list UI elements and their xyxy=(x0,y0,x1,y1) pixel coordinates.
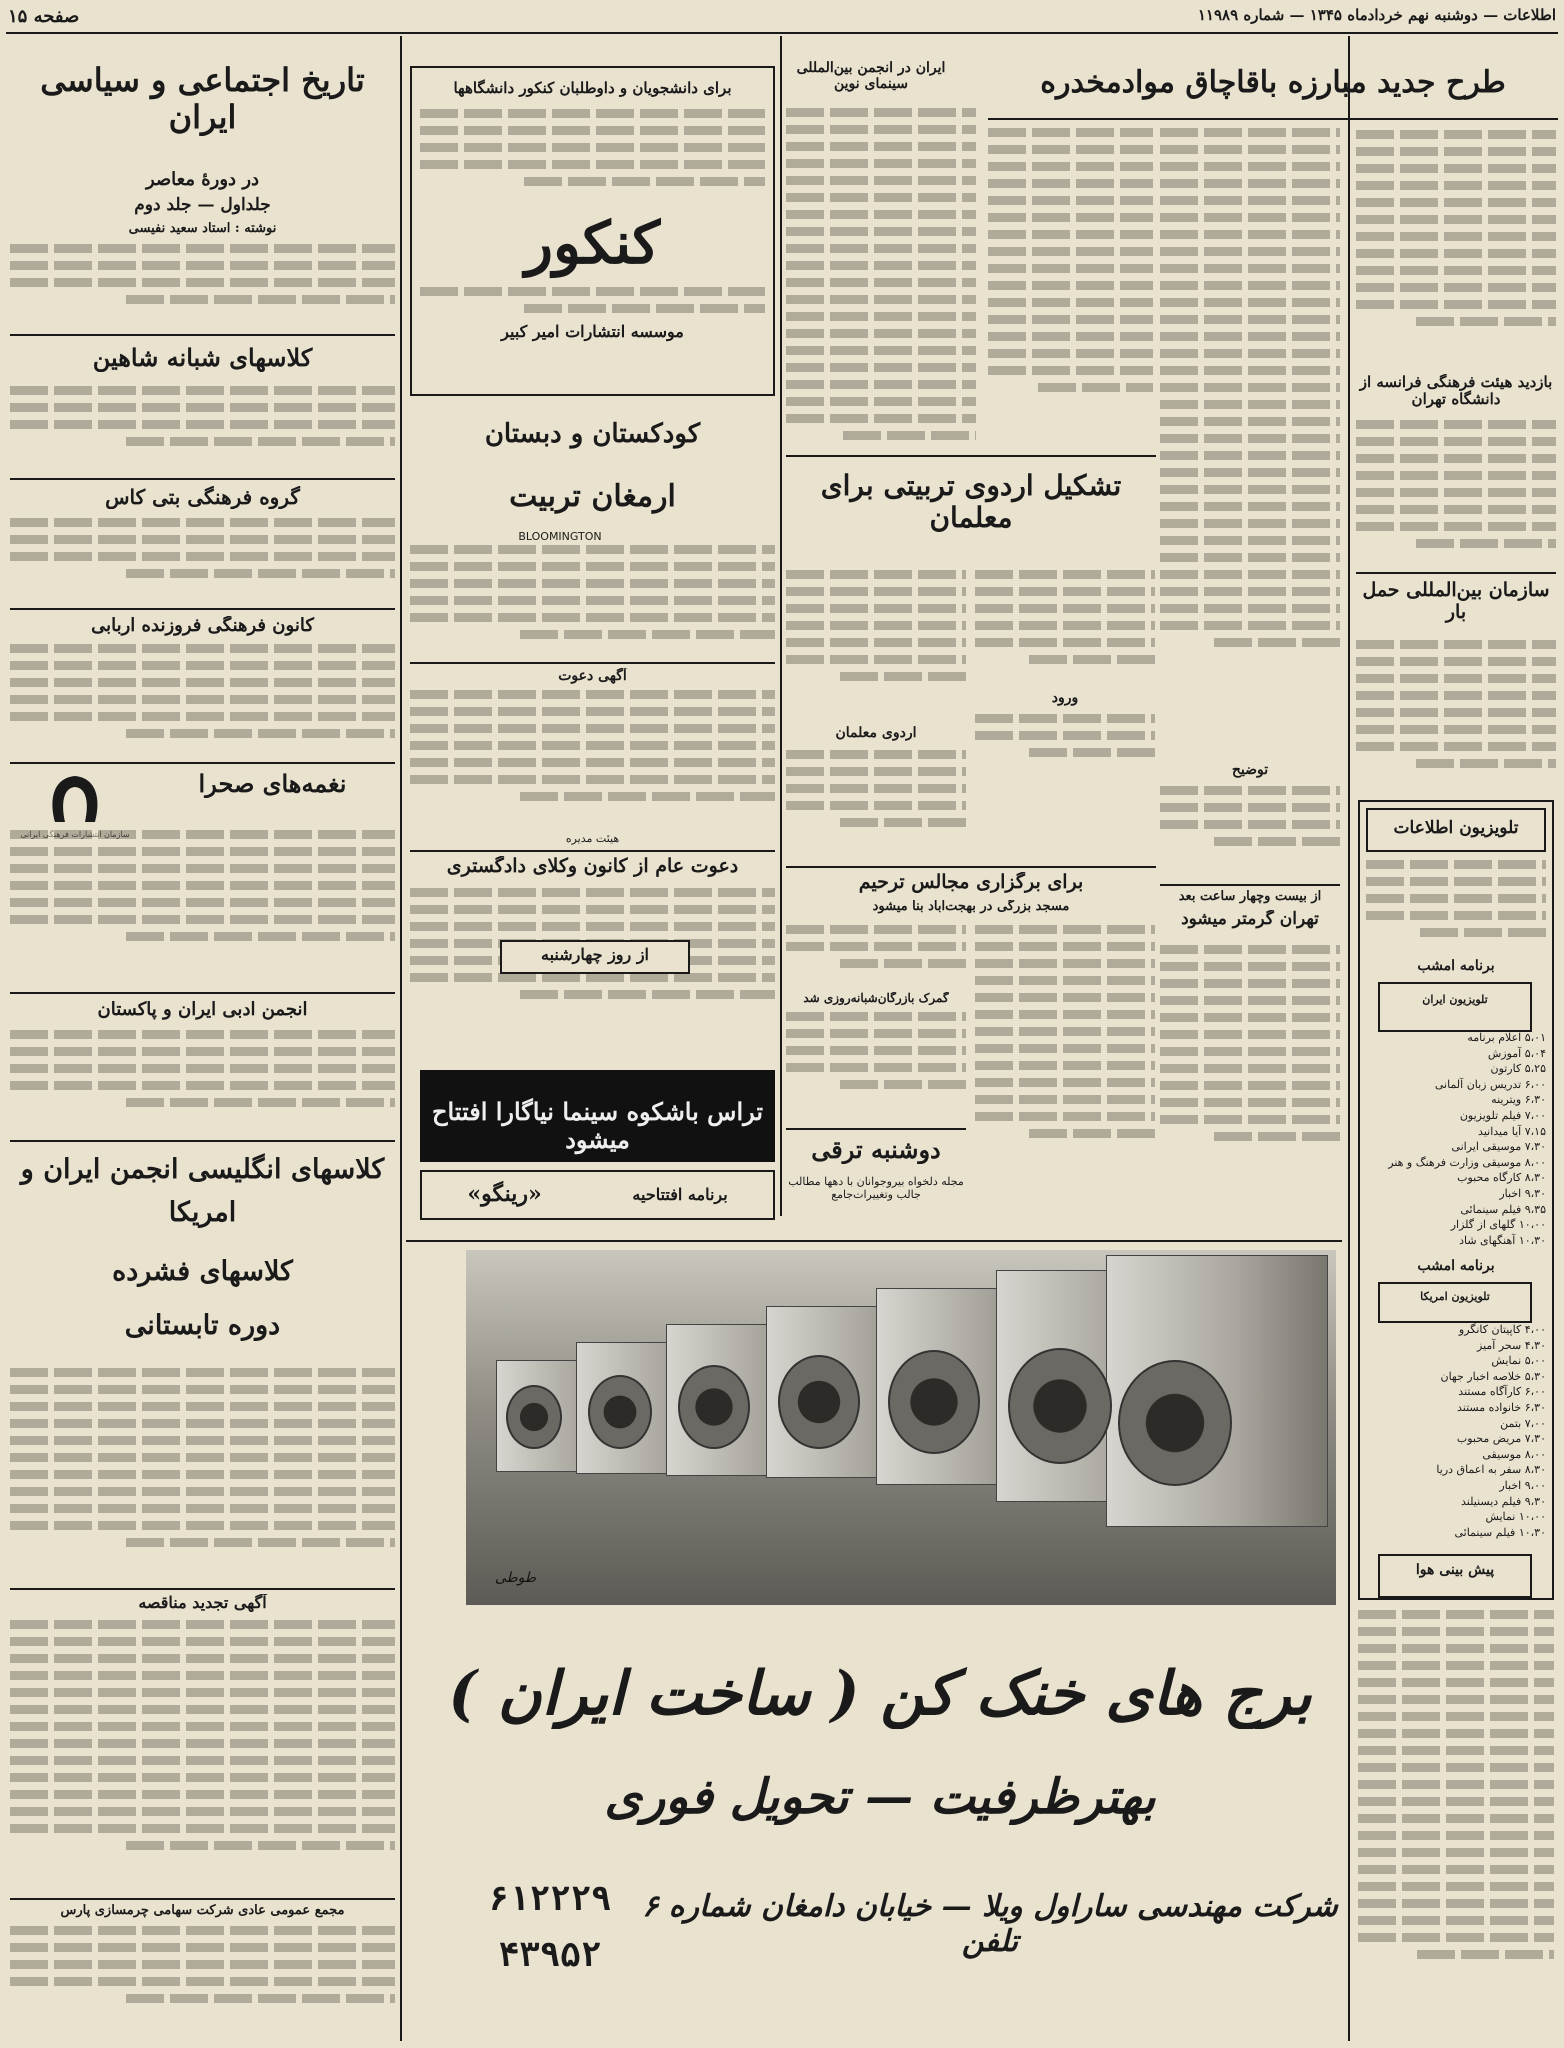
sahra-title: نغمه‌های صحرا xyxy=(198,770,347,798)
horseshoe-icon xyxy=(45,770,105,826)
headline-intl-freight: سازمان بین‌المللی حمل بار xyxy=(1362,580,1550,623)
bettykas-desc xyxy=(10,518,395,598)
article-french-delegation xyxy=(1356,420,1556,570)
article-tehran-warmer xyxy=(1160,945,1340,1185)
header-rule xyxy=(6,32,1558,34)
konkur-top-line: برای دانشجویان و داوطلبان کنکور دانشگاهها xyxy=(453,79,732,97)
fan-icon xyxy=(1118,1360,1232,1486)
history-author: نوشته : استاد سعید نفیسی xyxy=(128,222,277,236)
cooling-tower-tagline: بهترظرفیت — تحویل فوری xyxy=(604,1770,1156,1825)
english-classes-desc xyxy=(10,1368,395,1583)
cooling-towers-photo xyxy=(466,1250,1336,1605)
tv-us-schedule: ۴،۰۰ کاپیتان کانگرو ۴،۳۰ سحر آمیز ۵،۰۰ نمایش ۵،۳۰ خلاصه اخبار جهان ۶،۰۰ کارآگاه مستند ۶،۳۰ خانواده مستند ۷،۰۰ بتمن ۷،۳۰ مریض محبوب ۸،۰۰ موسیقی ۸،۳۰ سفر به اعماق دریا ۹،۰۰ اخبار ۹،۳۰ فیلم دیسنیلند ۱۰،۰۰ نمایش ۱۰،۳۰ فیلم سینمائی xyxy=(1436,1323,1546,1539)
kindergarten-name: ارمغان تربیت xyxy=(509,480,676,514)
pars-title: مجمع عمومی عادی شرکت سهامی چرمسازی پارس xyxy=(60,1904,345,1918)
invite-title: آگهی دعوت xyxy=(558,668,627,684)
tv-us-logo: تلویزیون امریکا xyxy=(1378,1282,1532,1323)
fan-icon xyxy=(678,1365,750,1449)
article-teachers-camp-a xyxy=(975,570,1155,690)
article-entry xyxy=(975,714,1155,774)
sahra-desc xyxy=(10,830,395,960)
headline-french-delegation: بازدید هیئت فرهنگی فرانسه از دانشگاه تهران xyxy=(1359,374,1553,409)
cinema-program-name: «رینگو» xyxy=(467,1181,542,1208)
cinema-program-label: برنامه افتتاحیه xyxy=(632,1184,728,1204)
cooling-tower-phone-1: ۶۱۲۲۲۹ xyxy=(488,1880,612,1919)
fan-icon xyxy=(888,1350,980,1454)
kindergarten-desc xyxy=(410,545,775,650)
tv-tonight-label: برنامه امشب xyxy=(1417,958,1495,974)
bettykas-title: گروه فرهنگی بتی کاس xyxy=(105,486,300,509)
kindergarten-latin: BLOOMINGTON xyxy=(518,530,602,543)
pars-desc xyxy=(10,1926,395,2036)
wednesday-box: از روز چهارشنبه xyxy=(500,940,690,974)
konkur-big-title: کنکور xyxy=(524,209,661,278)
article-clarification xyxy=(1160,786,1340,876)
literary-title: انجمن ادبی ایران و پاکستان xyxy=(97,1000,308,1020)
article-customs xyxy=(786,1012,966,1122)
fan-icon xyxy=(778,1355,860,1449)
tv-tonight-label-2: برنامه امشب xyxy=(1417,1258,1495,1274)
headline-mosque: برای برگزاری مجالس ترحیم xyxy=(858,872,1084,893)
article-intl-freight xyxy=(1356,640,1556,790)
shahin-title: کلاسهای شبانه شاهین xyxy=(92,344,313,372)
monday-taraghi-desc: مجله دلخواه بیروجوانان با دهها مطالب جالب وتغییرات‌جامع xyxy=(788,1176,964,1201)
history-volume: جلداول — جلد دوم xyxy=(134,196,271,215)
english-classes-sub: کلاسهای فشرده xyxy=(112,1256,293,1287)
headline-monday-taraghi: دوشنبه ترقی xyxy=(811,1136,941,1164)
invite-signature: هیئت مدیره xyxy=(565,832,620,845)
konkur-desc xyxy=(420,109,765,204)
tender-title: آگهی تجدید مناقصه xyxy=(138,1594,267,1612)
headline-mosque-sub: مسجد بزرگی در بهجت‌آباد بنا میشود xyxy=(872,900,1070,914)
article-mosque-b xyxy=(786,925,966,985)
lawyers-title: دعوت عام از کانون وکلای دادگستری xyxy=(446,856,739,877)
page-header-right: اطلاعات — دوشنبه نهم خردادماه ۱۳۴۵ — شماره ۱۱۹۸۹ xyxy=(1197,6,1556,24)
history-title: تاریخ اجتماعی و سیاسی ایران xyxy=(40,62,365,136)
article-cinema xyxy=(786,108,976,468)
photo-signature: طوطی xyxy=(494,1570,536,1586)
headline-tehran-warmer: تهران گرمتر میشود xyxy=(1181,910,1319,929)
fan-icon xyxy=(506,1385,562,1449)
headline-cinema: ایران در انجمن بین‌المللی سینمای نوین xyxy=(796,60,946,93)
headline-entry: ورود xyxy=(1051,690,1079,706)
history-desc xyxy=(10,244,395,324)
konkur-ad xyxy=(410,66,775,396)
tv-logo: تلویزیون اطلاعات xyxy=(1366,808,1546,852)
cooling-tower-company: شرکت مهندسی ساراول ویلا — خیابان دامغان شماره ۶ تلفن xyxy=(642,1890,1338,1959)
history-sub: در دورهٔ معاصر xyxy=(145,170,260,190)
tender-desc xyxy=(10,1620,395,1890)
cinema-niagara-banner: تراس باشکوه سینما نیاگارا افتتاح میشود xyxy=(420,1070,775,1162)
headline-customs: گمرک بازرگان‌شبانه‌روزی شد xyxy=(803,992,949,1005)
article-drug-body-b xyxy=(988,128,1153,428)
column-rule-1 xyxy=(400,36,402,2041)
headline-drug-campaign: طرح جدید مبارزه باقاچاق موادمخدره xyxy=(1040,66,1506,100)
forouzandeh-desc xyxy=(10,644,395,754)
literary-desc xyxy=(10,1030,395,1135)
fan-icon xyxy=(1008,1348,1112,1464)
article-mosque-a xyxy=(975,925,1155,1185)
tv-listings xyxy=(1358,800,1554,1600)
tv-iran-logo: تلویزیون ایران xyxy=(1378,982,1532,1032)
weather-forecast-text xyxy=(1358,1610,1554,2040)
konkur-publisher: موسسه انتشارات امیر کبیر xyxy=(501,321,684,341)
cooling-tower-headline: برج های خنک کن ( ساخت ایران ) xyxy=(448,1660,1312,1729)
tv-iran-schedule: ۵،۰۱ اعلام برنامه ۵،۰۴ آموزش ۵،۲۵ کارتون ۶،۰۰ تدریس زبان آلمانی ۶،۳۰ ویترینه ۷،۰۰ فیلم تلویزیون ۷،۱۵ آیا میدانید ۷،۳۰ موسیقی ایرانی ۸،۰۰ موسیقی وزارت فرهنگ و هنر ۸،۳۰ کارگاه محبوب ۹،۳۰ اخبار ۹،۳۵ فیلم سینمائی ۱۰،۰۰ گلهای از گلزار ۱۰،۳۰ آهنگهای شاد xyxy=(1388,1031,1546,1247)
article-teachers-camp-b xyxy=(786,570,966,720)
headline-clarification: توضیح xyxy=(1231,762,1269,778)
article-drug-body-a xyxy=(1160,128,1340,698)
weather-forecast-logo: پیش بینی هوا xyxy=(1378,1554,1532,1598)
headline-teachers-camp: تشکیل اردوی تربیتی برای معلمان xyxy=(820,470,1122,535)
invite-body xyxy=(410,690,775,830)
article-drug-intro xyxy=(1356,130,1556,370)
cooling-tower-phone-2: ۴۳۹۵۲ xyxy=(498,1936,602,1975)
headline-tehran-sub: از بیست وچهار ساعت بعد xyxy=(1178,890,1322,904)
cinema-program-box xyxy=(420,1170,775,1220)
column-rule-2 xyxy=(780,36,782,1216)
page-number: صفحه ۱۵ xyxy=(8,6,80,27)
forouzandeh-title: کانون فرهنگی فروزنده اربابی xyxy=(91,616,314,636)
english-classes-title: کلاسهای انگلیسی انجمن ایران و امریکا xyxy=(20,1154,385,1229)
english-classes-sub2: دوره تابستانی xyxy=(124,1310,281,1341)
sahra-org: سازمان انتشارات فرهنگی ایرانی xyxy=(20,830,130,839)
column-rule-3 xyxy=(1348,36,1350,2041)
shahin-desc xyxy=(10,386,395,466)
fan-icon xyxy=(588,1375,652,1449)
article-teachers-camp-c xyxy=(786,750,966,860)
kindergarten-title: کودکستان و دبستان xyxy=(484,420,701,449)
headline-teachers-camp-sub: اردوی معلمان xyxy=(835,725,917,741)
